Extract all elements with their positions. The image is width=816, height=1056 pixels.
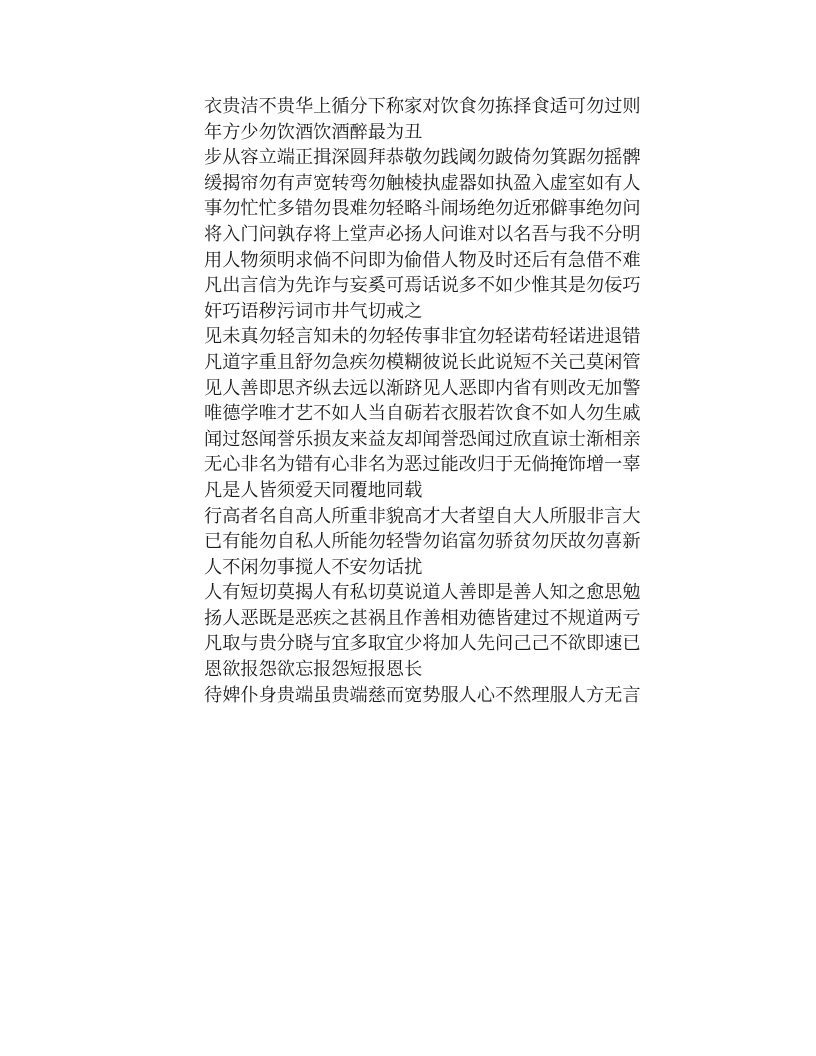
text-line: 缓揭帘勿有声宽转弯勿触棱执虚器如执盈入虚室如有人 bbox=[204, 172, 641, 194]
text-line: 无心非名为错有心非名为恶过能改归于无倘掩饰增一辜 bbox=[204, 454, 641, 476]
text-line: 闻过怒闻誉乐损友来益友却闻誉恐闻过欣直谅士渐相亲 bbox=[204, 428, 641, 450]
text-line: 将入门问孰存将上堂声必扬人问谁对以名吾与我不分明 bbox=[204, 223, 641, 245]
text-line: 见未真勿轻言知未的勿轻传事非宜勿轻诺苟轻诺进退错 bbox=[204, 326, 641, 348]
text-line: 事勿忙忙多错勿畏难勿轻略斗闹场绝勿近邪僻事绝勿问 bbox=[204, 198, 641, 220]
text-line: 凡道字重且舒勿急疾勿模糊彼说长此说短不关己莫闲管 bbox=[204, 351, 641, 373]
text-line: 用人物须明求倘不问即为偷借人物及时还后有急借不难 bbox=[204, 249, 641, 271]
text-line: 扬人恶既是恶疾之甚祸且作善相劝德皆建过不规道两亏 bbox=[204, 607, 641, 629]
text-line: 年方少勿饮酒饮酒醉最为丑 bbox=[204, 121, 423, 143]
text-line: 唯德学唯才艺不如人当自砺若衣服若饮食不如人勿生戚 bbox=[204, 403, 641, 425]
text-line: 步从容立端正揖深圆拜恭敬勿践阈勿跛倚勿箕踞勿摇髀 bbox=[204, 147, 641, 169]
text-line: 人不闲勿事搅人不安勿话扰 bbox=[204, 556, 423, 578]
text-line: 凡是人皆须爱天同覆地同载 bbox=[204, 479, 423, 501]
text-line: 恩欲报怨欲忘报怨短报恩长 bbox=[204, 659, 423, 681]
text-line: 凡出言信为先诈与妄奚可焉话说多不如少惟其是勿佞巧 bbox=[204, 275, 641, 297]
text-line: 人有短切莫揭人有私切莫说道人善即是善人知之愈思勉 bbox=[204, 582, 641, 604]
text-line: 奸巧语秽污词市井气切戒之 bbox=[204, 300, 423, 322]
text-line: 衣贵洁不贵华上循分下称家对饮食勿拣择食适可勿过则 bbox=[204, 96, 641, 117]
text-line: 凡取与贵分晓与宜多取宜少将加人先问己己不欲即速已 bbox=[204, 633, 641, 655]
text-line: 待婢仆身贵端虽贵端慈而宽势服人心不然理服人方无言 bbox=[204, 684, 641, 706]
text-line: 已有能勿自私人所能勿轻訾勿谄富勿骄贫勿厌故勿喜新 bbox=[204, 531, 641, 553]
text-line: 行高者名自高人所重非貌高才大者望自大人所服非言大 bbox=[204, 505, 641, 527]
text-line: 见人善即思齐纵去远以渐跻见人恶即内省有则改无加警 bbox=[204, 377, 641, 399]
body-text bbox=[204, 94, 664, 708]
